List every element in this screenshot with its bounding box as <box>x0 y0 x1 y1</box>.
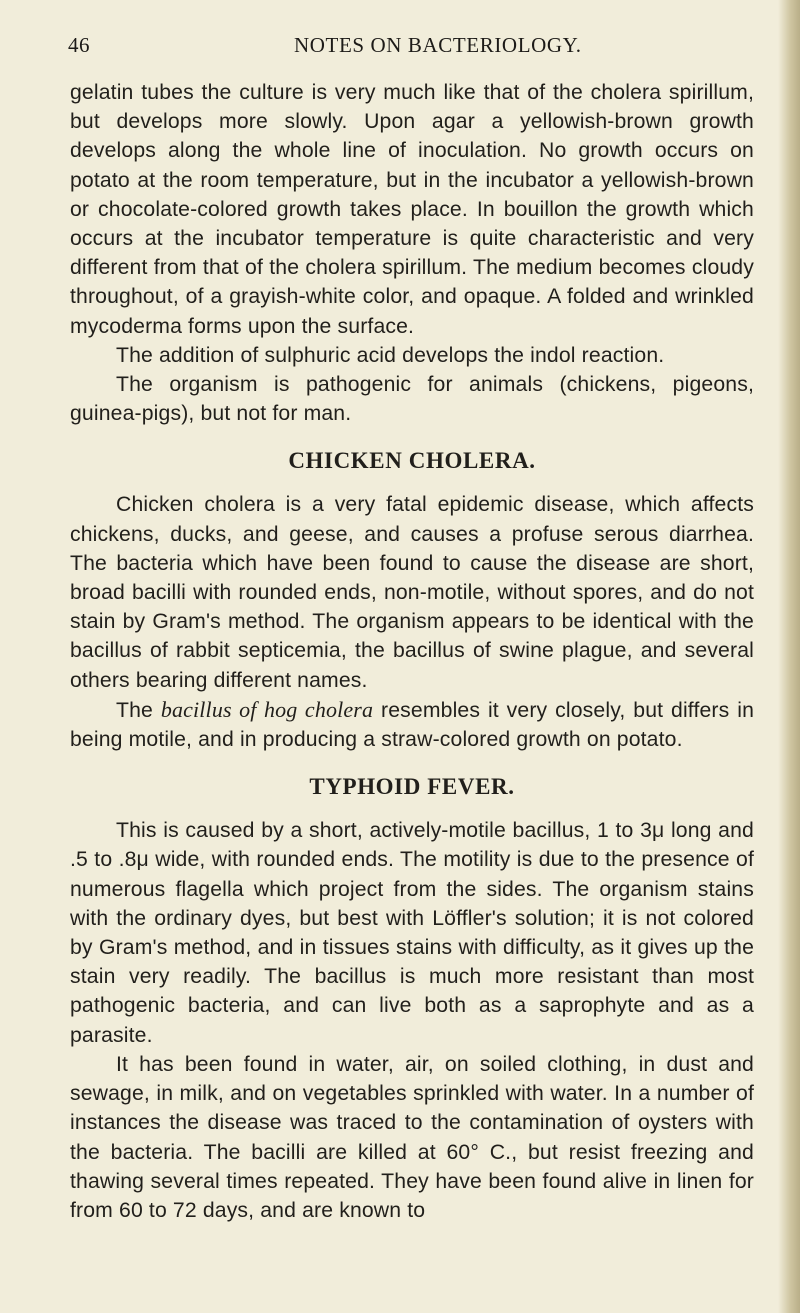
paragraph-gelatin-culture: gelatin tubes the culture is very much like that of the cholera spirillum, but develops more slowly. Upon agar a yellowish-brown growth develops along the whole line of inoculation. No growth occurs on potato at the room temperature, but in the incubator a yellowish-brown or chocolate-colored growth takes place. In bouillon the growth which occurs at the incubator temperature is quite characteristic and very different from that of the cholera spirillum. The medium becomes cloudy throughout, of a grayish-white color, and opaque. A folded and wrinkled mycoderma forms upon the surface. <box>70 81 754 338</box>
heading-chicken-cholera: CHICKEN CHOLERA. <box>288 448 536 474</box>
paragraph-hog-cholera <box>70 695 754 754</box>
paragraph-hog-cholera-start: The <box>116 698 161 722</box>
paragraph-hog-cholera-end: resembles it very closely, but differs in being motile, and in producing a straw-colored growth on potato. <box>70 698 755 752</box>
page-number: 46 <box>68 33 90 57</box>
body-text <box>70 78 754 1225</box>
paragraph-chicken-cholera: Chicken cholera is a very fatal epidemic disease, which affects chickens, ducks, and geese, and causes a profuse serous diarrhea. The bacteria which have been found to cause the disease are short, broad bacilli with rounded ends, non-motile, without spores, and do not stain by Gram's method. The organism appears to be identical with the bacillus of rabbit septicemia, the bacillus of swine plague, and several others bearing different names. <box>70 493 754 692</box>
page-header <box>68 33 758 63</box>
running-head: NOTES ON BACTERIOLOGY. <box>294 33 582 57</box>
paragraph-typhoid-bacillus: This is caused by a short, actively-motile bacillus, 1 to 3μ long and .5 to .8μ wide, with rounded ends. The motility is due to the presence of numerous flagella which project from the sides. The organism stains with the ordinary dyes, but best with Löffler's solution; it is not colored by Gram's method, and in tissues stains with difficulty, as it gives up the stain very readily. The bacillus is much more resistant than most pathogenic bacteria, and can live both as a saprophyte and as a parasite. <box>70 819 754 1047</box>
paragraph-indol-reaction: The addition of sulphuric acid develops the indol reaction. <box>116 343 665 367</box>
paragraph-typhoid-sources: It has been found in water, air, on soiled clothing, in dust and sewage, in milk, and on vegetables sprinkled with water. In a number of instances the disease was traced to the contamination of oysters with the bacteria. The bacilli are killed at 60° C., but resist freezing and thawing several times repeated. They have been found alive in linen for from 60 to 72 days, and are known to <box>70 1052 754 1222</box>
italic-bacillus-hog-cholera: bacillus of hog cholera <box>160 696 374 722</box>
page-edge-shadow <box>778 0 800 1313</box>
heading-typhoid-fever: TYPHOID FEVER. <box>309 774 515 800</box>
paragraph-pathogenic: The organism is pathogenic for animals (chickens, pigeons, guinea-pigs), but not for man. <box>70 373 754 426</box>
